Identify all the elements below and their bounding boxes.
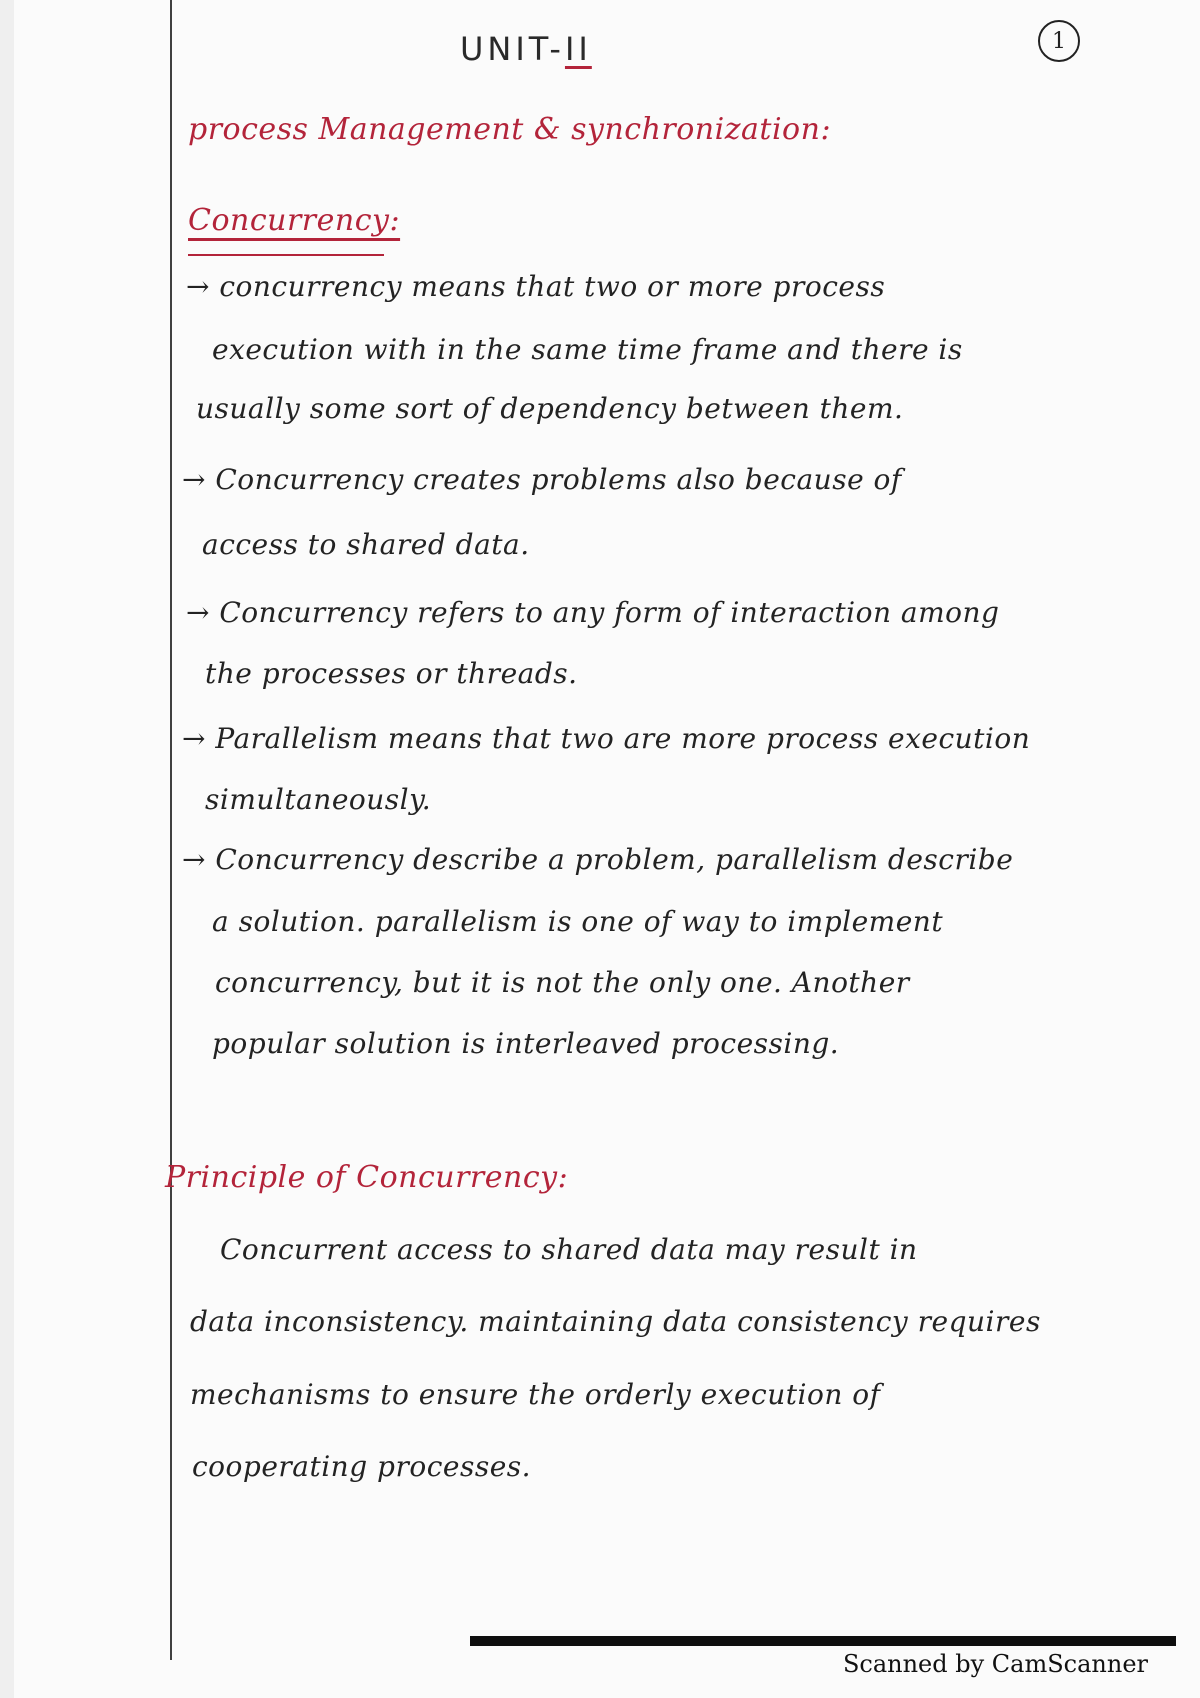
body-line: → Concurrency refers to any form of interaction among (186, 596, 1000, 629)
heading-double-underline (188, 254, 384, 256)
unit-prefix: UNIT- (460, 30, 565, 68)
body-line: Concurrent access to shared data may result in (220, 1233, 918, 1266)
unit-title (460, 30, 592, 68)
concurrency-heading: Concurrency: (188, 203, 401, 238)
body-line: → Concurrency describe a problem, parallelism describe (182, 843, 1014, 876)
body-line: cooperating processes. (192, 1450, 532, 1483)
body-line: the processes or threads. (205, 657, 578, 690)
footer-rule (470, 1636, 1176, 1646)
body-line: usually some sort of dependency between them. (196, 392, 904, 425)
body-line: → Concurrency creates problems also because of (182, 463, 902, 496)
principle-heading: Principle of Concurrency: (165, 1160, 569, 1195)
body-line: a solution. parallelism is one of way to implement (212, 905, 944, 938)
page-number-circle (1038, 20, 1080, 62)
page-number: 1 (1052, 28, 1066, 54)
body-line: execution with in the same time frame and there is (212, 333, 963, 366)
paper-left-edge (0, 0, 14, 1698)
body-line: → Parallelism means that two are more process execution (182, 722, 1031, 755)
body-line: mechanisms to ensure the orderly execution of (190, 1378, 881, 1411)
margin-line (170, 0, 172, 1660)
body-line: concurrency, but it is not the only one. Another (215, 966, 910, 999)
unit-numeral: II (564, 30, 592, 68)
body-line: simultaneously. (205, 783, 432, 816)
body-line: popular solution is interleaved processing. (212, 1027, 840, 1060)
scanner-watermark: Scanned by CamScanner (842, 1650, 1148, 1678)
body-line: → concurrency means that two or more process (186, 270, 886, 303)
body-line: data inconsistency. maintaining data consistency requires (190, 1305, 1041, 1338)
main-heading: process Management & synchronization: (188, 112, 832, 147)
body-line: access to shared data. (202, 528, 530, 561)
